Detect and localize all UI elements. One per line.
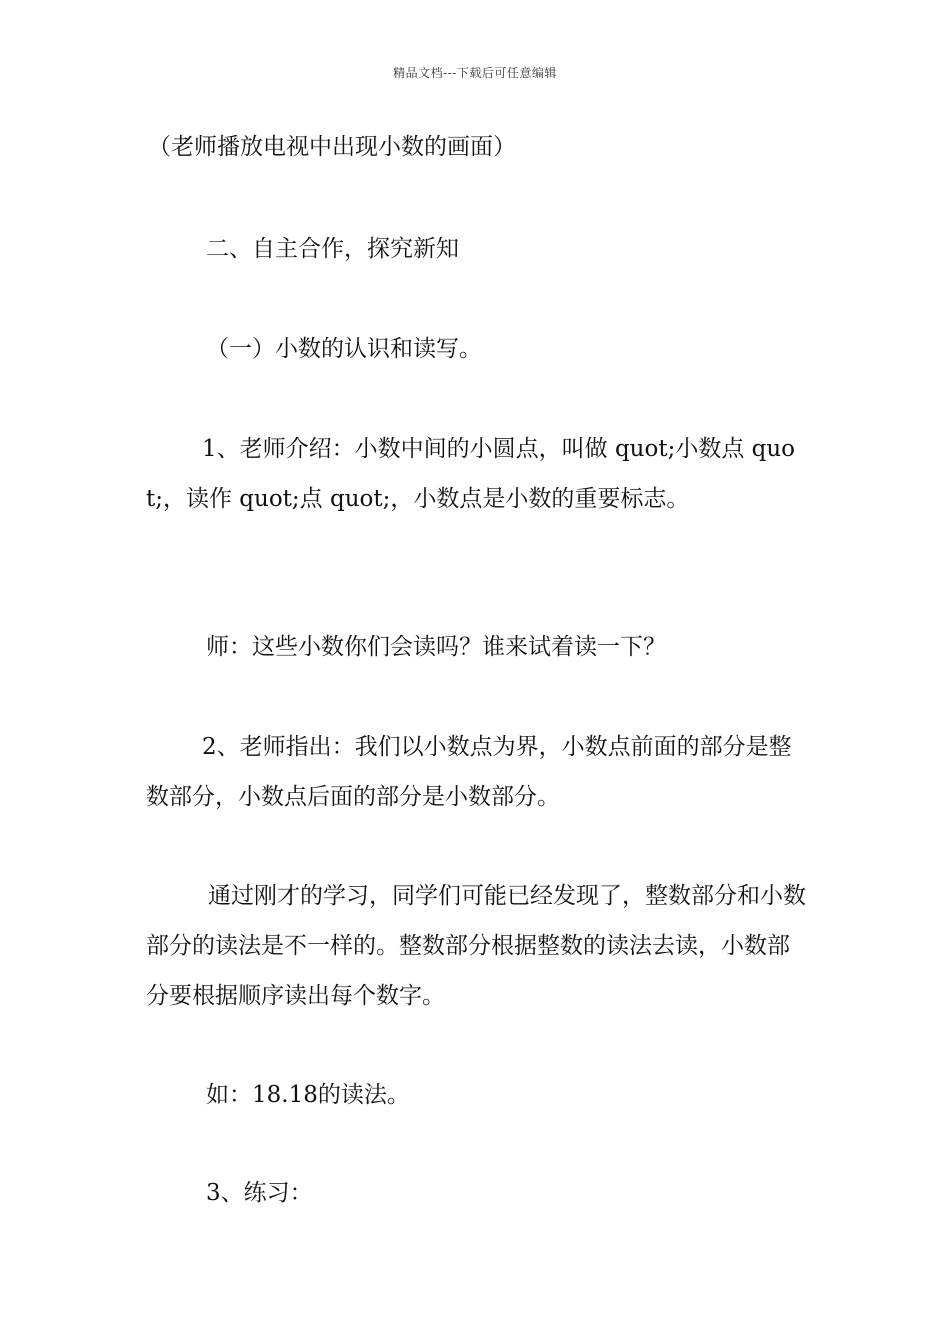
page-header: 精品文档---下载后可任意编辑 <box>393 66 557 80</box>
paragraph-tv-scene: （老师播放电视中出现小数的画面） <box>148 134 516 160</box>
section-heading-self-study: 二、自主合作，探究新知 <box>206 236 459 262</box>
paragraph-decimal-point-intro: 1、老师介绍：小数中间的小圆点，叫做 quot;小数点 quot;，读作 quot;点 quot;，小数点是小数的重要标志。 <box>146 436 796 512</box>
subsection-heading-decimal-reading: （一）小数的认识和读写。 <box>206 336 482 362</box>
paragraph-reading-method: 通过刚才的学习，同学们可能已经发现了，整数部分和小数部分的读法是不一样的。整数部分根据整数的读法去读，小数部分要根据顺序读出每个数字。 <box>146 883 806 1009</box>
paragraph-integer-decimal-parts: 2、老师指出：我们以小数点为界，小数点前面的部分是整数部分，小数点后面的部分是小数部分。 <box>146 734 792 810</box>
paragraph-example: 如：18.18的读法。 <box>206 1082 410 1108</box>
paragraph-teacher-question: 师：这些小数你们会读吗？谁来试着读一下？ <box>206 634 666 660</box>
paragraph-practice-heading: 3、练习： <box>206 1180 313 1206</box>
